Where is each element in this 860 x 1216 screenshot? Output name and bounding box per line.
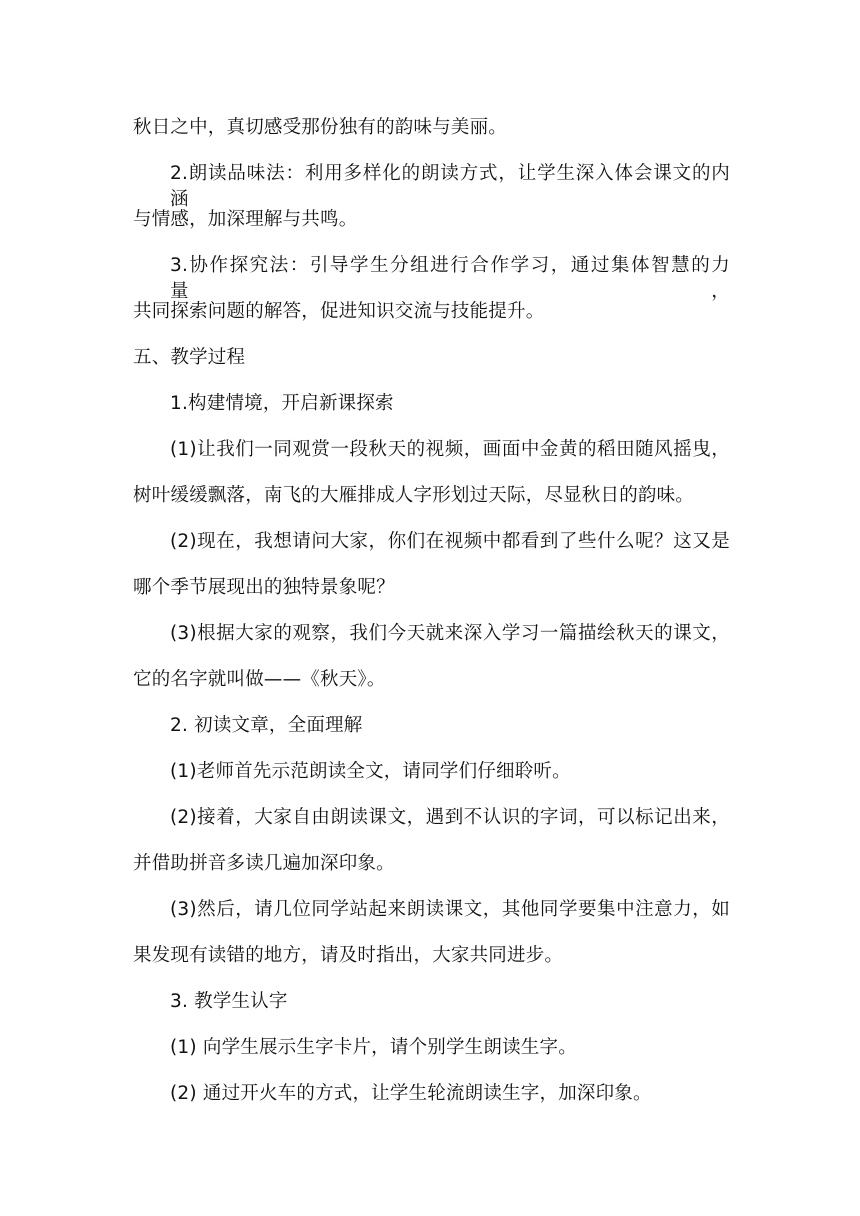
text-line-2: 2.朗读品味法：利用多样化的朗读方式，让学生深入体会课文的内涵 [170, 163, 730, 210]
text-line-9: 树叶缓缓飘落，南飞的大雁排成人字形划过天际，尽显秋日的韵味。 [133, 485, 695, 506]
text-line-11: 哪个季节展现出的独特景象呢？ [133, 577, 395, 598]
text-line-8: (1)让我们一同观赏一段秋天的视频，画面中金黄的稻田随风摇曳， [170, 439, 730, 460]
text-line-3: 与情感，加深理解与共鸣。 [133, 209, 358, 230]
text-line-21: (1) 向学生展示生字卡片，请个别学生朗读生字。 [170, 1037, 577, 1058]
text-line-10: (2)现在，我想请问大家，你们在视频中都看到了些什么呢？这又是 [170, 531, 730, 552]
subheading-1: 1.构建情境，开启新课探索 [170, 393, 394, 414]
text-line-19: 果发现有读错的地方，请及时指出，大家共同进步。 [133, 945, 564, 966]
section-heading: 五、教学过程 [133, 347, 246, 368]
text-line-16: (2)接着，大家自由朗读课文，遇到不认识的字词，可以标记出来， [170, 807, 730, 828]
text-line-22: (2) 通过开火车的方式，让学生轮流朗读生字，加深印象。 [170, 1083, 652, 1104]
text-line-12: (3)根据大家的观察，我们今天就来深入学习一篇描绘秋天的课文， [170, 623, 730, 644]
subheading-2: 2. 初读文章，全面理解 [170, 715, 363, 736]
text-line-18: (3)然后，请几位同学站起来朗读课文，其他同学要集中注意力，如 [170, 899, 730, 920]
text-line-17: 并借助拼音多读几遍加深印象。 [133, 853, 395, 874]
text-line-13: 它的名字就叫做——《秋天》。 [133, 669, 386, 690]
text-line-15: (1)老师首先示范朗读全文，请同学们仔细聆听。 [170, 761, 571, 782]
subheading-3: 3. 教学生认字 [170, 991, 288, 1012]
text-line-1: 秋日之中，真切感受那份独有的韵味与美丽。 [133, 117, 508, 138]
text-line-5: 共同探索问题的解答，促进知识交流与技能提升。 [133, 301, 545, 322]
text-line-4: 3.协作探究法：引导学生分组进行合作学习，通过集体智慧的力量， [170, 255, 730, 302]
